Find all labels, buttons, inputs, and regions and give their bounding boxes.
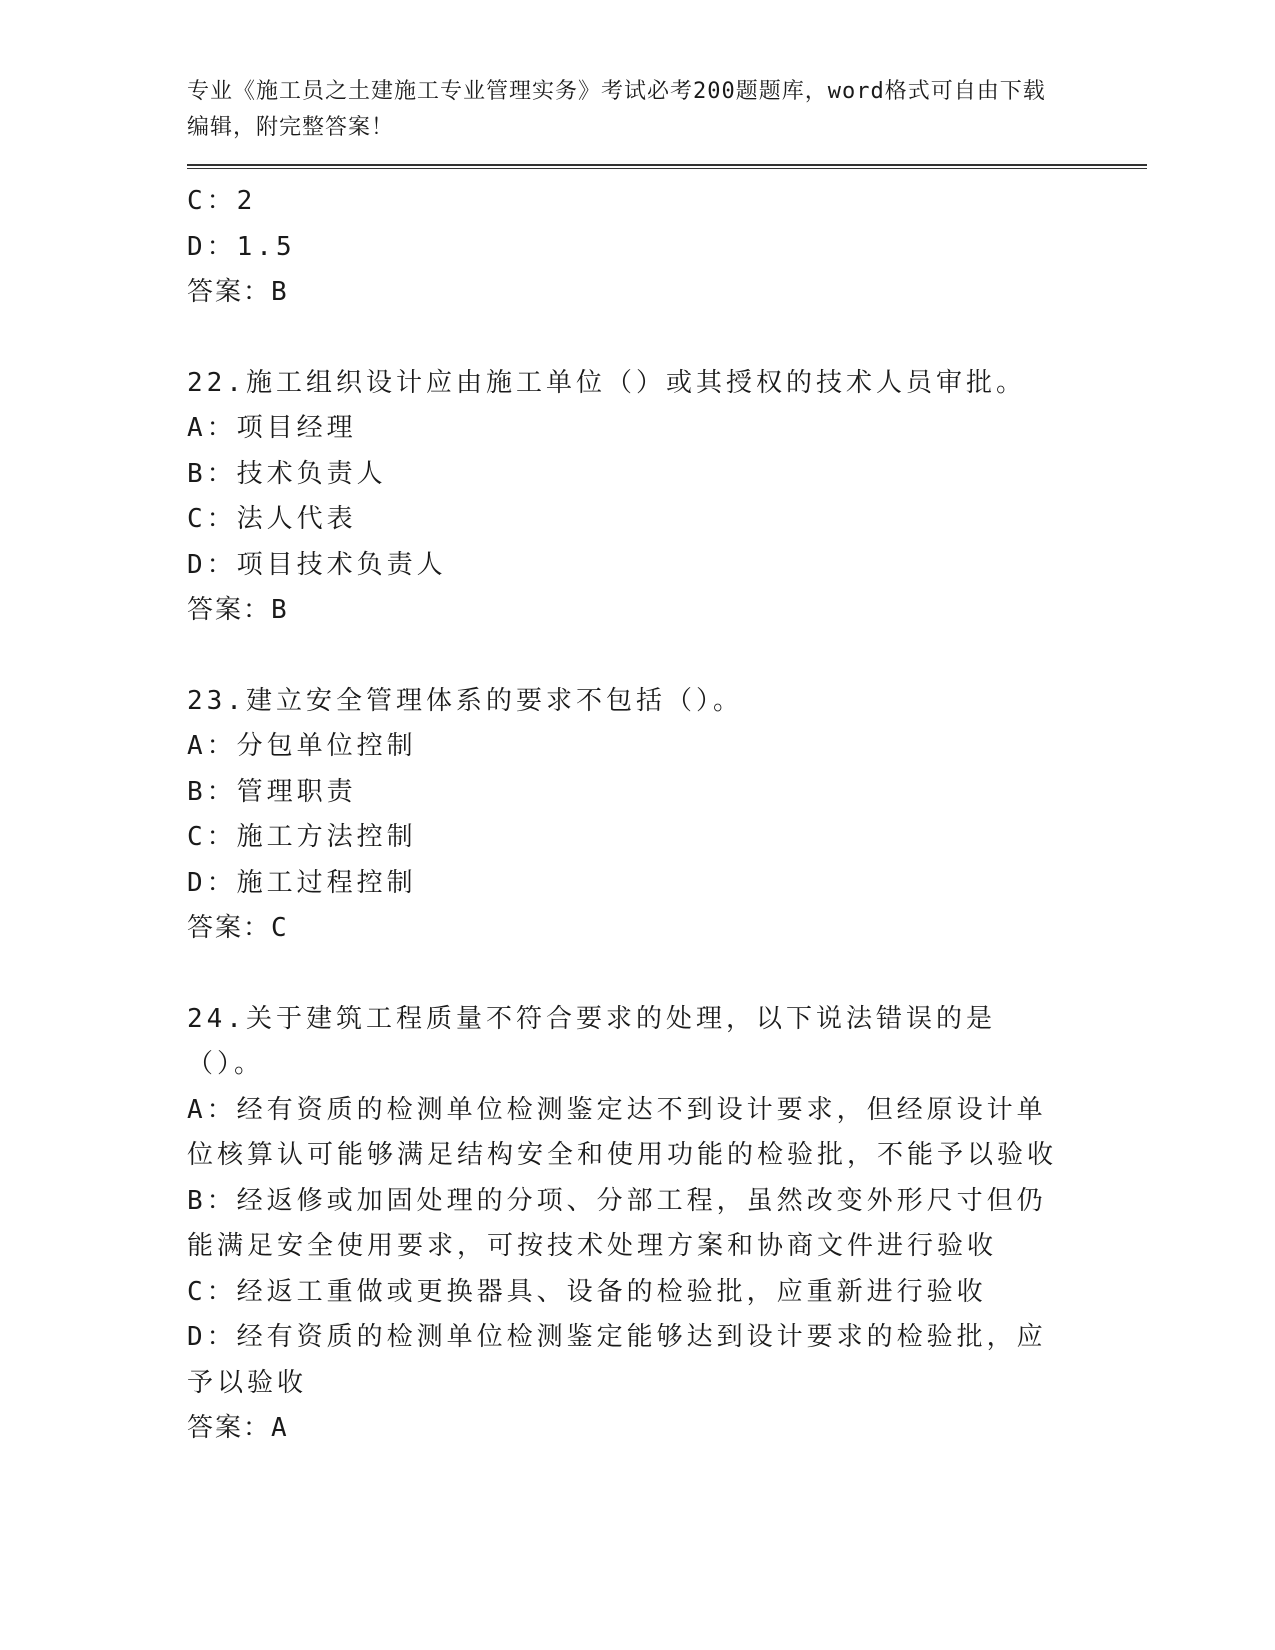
question-stem: 24.关于建筑工程质量不符合要求的处理，以下说法错误的是（）。 <box>187 1003 996 1079</box>
answer: 答案：B <box>187 595 289 625</box>
document-page <box>187 74 1147 1452</box>
document-body <box>187 179 1067 1452</box>
option-d: D：经有资质的检测单位检测鉴定能够达到设计要求的检验批，应予以验收 <box>187 1322 1047 1398</box>
document-header: 专业《施工员之土建施工专业管理实务》考试必考200题题库，word格式可自由下载编辑，附完整答案！ <box>187 79 1046 140</box>
question-21-continued <box>187 179 1067 316</box>
answer: 答案：B <box>187 277 289 307</box>
option-d: D：1.5 <box>187 231 296 262</box>
answer: 答案：C <box>187 913 289 943</box>
option-c: C：法人代表 <box>187 504 357 534</box>
option-b: B：技术负责人 <box>187 458 387 489</box>
option-c: C：经返工重做或更换器具、设备的检验批，应重新进行验收 <box>187 1276 987 1307</box>
option-a: A：分包单位控制 <box>187 731 417 761</box>
option-d: D：项目技术负责人 <box>187 549 447 580</box>
question-stem: 22.施工组织设计应由施工单位（）或其授权的技术人员审批。 <box>187 367 1026 398</box>
question-23 <box>187 679 1067 952</box>
option-b: B：经返修或加固处理的分项、分部工程，虽然改变外形尺寸但仍能满足安全使用要求，可按技术处理方案和协商文件进行验收 <box>187 1185 1047 1261</box>
option-a: A：项目经理 <box>187 413 357 443</box>
option-d: D：施工过程控制 <box>187 867 417 898</box>
question-22 <box>187 361 1067 634</box>
header-divider <box>187 164 1147 169</box>
option-c: C：2 <box>187 186 257 216</box>
option-a: A：经有资质的检测单位检测鉴定达不到设计要求，但经原设计单位核算认可能够满足结构安全和使用功能的检验批，不能予以验收 <box>187 1094 1058 1170</box>
question-24 <box>187 997 1067 1452</box>
answer: 答案：A <box>187 1413 289 1443</box>
option-c: C：施工方法控制 <box>187 822 417 852</box>
option-b: B：管理职责 <box>187 776 357 807</box>
question-stem: 23.建立安全管理体系的要求不包括（）。 <box>187 685 743 716</box>
